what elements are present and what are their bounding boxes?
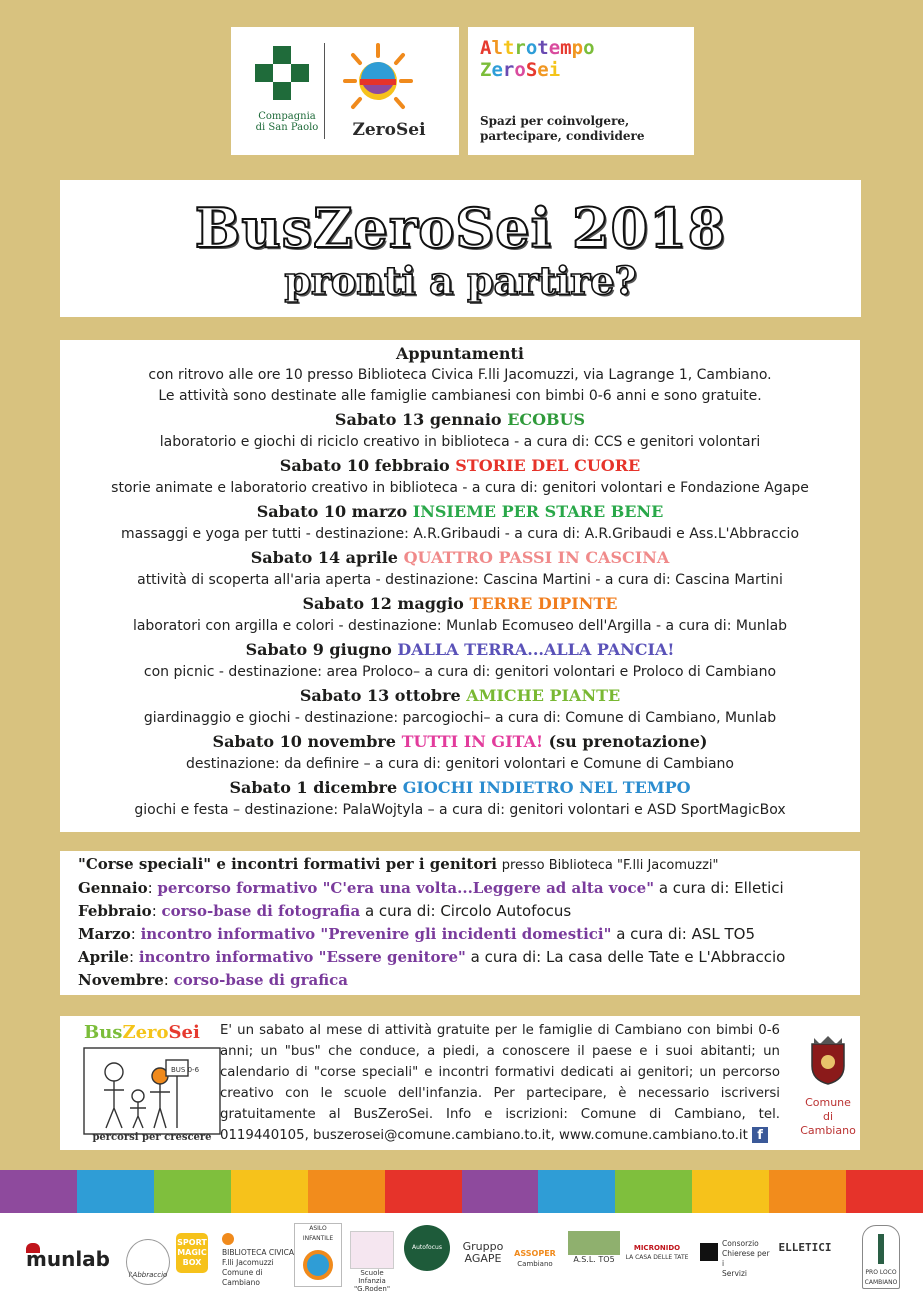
appointments-heading: Appuntamenti [395,344,525,363]
family-drawing-icon [82,1046,222,1136]
events-list [60,407,860,821]
asilo-logo [294,1223,342,1287]
event-date: Sabato 9 giugno [245,640,392,659]
asl-label: A.S.L. TO5 [573,1255,615,1264]
zerosei-letter-5: e [537,59,549,81]
event-title [60,637,860,662]
course-title: corso-base di grafica [173,971,349,989]
altrotempo-letter-0: A [480,37,492,59]
event-description: laboratorio e giochi di riciclo creativo in biblioteca - a cura di: CCS e genitori volontari [159,434,761,450]
casa-tate-logo [622,1243,692,1263]
zerosei-letter-4: S [525,59,538,81]
color-stripe [692,1170,769,1213]
sportmagicbox-logo [176,1233,208,1273]
zerosei-letter-2: r [502,59,515,81]
info-text: E' un sabato al mese di attività gratuite per le famiglie di Cambiano con bimbi 0-6 anni; un "bus" che conduce, a piedi, a conoscere il paese e i suoi abitanti; un calendario di "corse speciali" e incontri formativi dedicati ai genitori; un percorso creativo con le scuole dell'infanzia. Per partecipare, è necessario iscriversi gratuitamente al BusZeroSei. Info e iscrizioni: Comune di Cambiano, tel. 0119440105, buszerosei@comune.cambiano.to.it, www.comune.cambiano.to.it [220,1023,780,1143]
munlab-label: munlab [26,1246,110,1271]
course-item: Febbraio: corso-base di fotografia a cura di: Circolo Autofocus [78,902,572,920]
color-stripe [231,1170,308,1213]
page-subtitle: pronti a partire? [284,258,637,303]
event-name: ECOBUS [507,410,586,429]
course-title: incontro informativo "Prevenire gli incidenti domestici" [140,925,612,943]
comune-crest-icon [808,1034,848,1086]
page-title: BusZeroSei 2018 [194,196,727,260]
course-organizer: a cura di: ASL TO5 [616,925,755,943]
event-date: Sabato 13 gennaio [334,410,502,429]
event-name: DALLA TERRA...ALLA PANCIA! [397,640,675,659]
event-title [60,407,860,432]
color-stripe [308,1170,385,1213]
buszerosei-caption: percorsi per crescere [92,1132,212,1143]
zerosei-letter-1: e [491,59,503,81]
courses-heading-line [78,853,842,877]
assoper-logo [512,1237,558,1269]
appointments-intro-1: con ritrovo alle ore 10 presso Biblioteca Civica F.lli Jacomuzzi, via Lagrange 1, Cambiano. [148,367,772,383]
altrotempo-letter-9: o [583,37,595,59]
course-item: Novembre: corso-base di grafica [78,971,349,989]
facebook-icon[interactable]: f [752,1127,768,1143]
scuole-label: Scuole Infanzia "G.Roden" [353,1269,391,1293]
consorzio-label: Consorzio Chierese per i Servizi [722,1239,770,1278]
comune-line-2: di [822,1110,834,1123]
event-name: AMICHE PIANTE [466,686,621,705]
color-stripe [769,1170,846,1213]
color-stripe [462,1170,539,1213]
autofocus-label: Autofocus [412,1244,442,1251]
event-description: laboratori con argilla e colori - destinazione: Munlab Ecomuseo dell'Argilla - a cura di: Munlab [132,618,788,634]
bus-sign-label: BUS 0-6 [171,1066,200,1074]
proloco-line-2: CAMBIANO [864,1279,898,1286]
zerosei-colored-word [480,59,682,81]
tagline-line-1: Spazi per coinvolgere, [480,114,630,128]
scuole-logo [346,1231,398,1293]
title-banner [60,180,861,317]
courses-panel [60,851,860,995]
altrotempo-letter-7: m [560,37,572,59]
header-logo-altrotempo [468,27,694,155]
altrotempo-letter-6: e [548,37,561,59]
event-date: Sabato 1 dicembre [229,778,398,797]
event-name: QUATTRO PASSI IN CASCINA [403,548,670,567]
courses-heading-tail: presso Biblioteca "F.lli Jacomuzzi" [501,858,719,873]
buszerosei-part-1: Zero [122,1022,169,1043]
event-date: Sabato 14 aprile [250,548,398,567]
biblioteca-logo [222,1233,296,1288]
altrotempo-letter-2: t [502,37,515,59]
tagline-line-2: partecipare, condividere [480,129,645,143]
event-description: storie animate e laboratorio creativo in biblioteca - a cura di: genitori volontari e Fondazione Agape [111,480,809,496]
comune-line-3: Cambiano [800,1124,856,1137]
assoper-line-2: Cambiano [517,1260,553,1268]
event-title [60,545,860,570]
abbraccio-label: l'Abbraccio [128,1271,168,1279]
event-name: INSIEME PER STARE BENE [412,502,664,521]
event-title [60,499,860,524]
course-organizer: a cura di: Circolo Autofocus [364,902,572,920]
course-month: Novembre [78,971,164,989]
event-description: massaggi e yoga per tutti - destinazione: A.R.Gribaudi - a cura di: A.R.Gribaudi e Ass.L'Abbraccio [120,526,800,542]
event-date: Sabato 10 novembre [212,732,396,751]
course-organizer: a cura di: La casa delle Tate e L'Abbraccio [470,948,786,966]
course-title: percorso formativo "C'era una volta...Leggere ad alta voce" [157,879,655,897]
event-name: TUTTI IN GITA! [401,732,544,751]
header-logos-left [231,27,459,155]
compagnia-san-paolo-logo [255,46,309,100]
consorzio-logo [700,1239,770,1279]
zerosei-letter-0: Z [480,59,492,81]
event-description: giardinaggio e giochi - destinazione: parcogiochi– a cura di: Comune di Cambiano, Munlab [143,710,777,726]
tate-line-1: MICRONIDO [633,1244,681,1252]
color-stripe [846,1170,923,1213]
event-date: Sabato 12 maggio [302,594,464,613]
appointments-intro-2: Le attività sono destinate alle famiglie cambianesi con bimbi 0-6 anni e sono gratuite. [158,388,762,404]
autofocus-logo [404,1225,450,1271]
zerosei-wordmark: ZeroSei [352,120,426,140]
proloco-line-1: PRO LOCO [865,1269,897,1276]
agape-line-1: Gruppo [462,1240,504,1253]
color-stripes [0,1170,923,1213]
course-item: Gennaio: percorso formativo "C'era una volta...Leggere ad alta voce" a cura di: Elletici [78,879,784,897]
event-date: Sabato 13 ottobre [299,686,461,705]
comune-label [788,1096,868,1138]
color-stripe [538,1170,615,1213]
event-date: Sabato 10 marzo [256,502,408,521]
buszerosei-part-0: Bus [84,1022,123,1043]
munlab-logo [26,1243,126,1271]
sponsor-bar [0,1213,923,1303]
courses-heading: "Corse speciali" e incontri formativi per i genitori [78,855,497,873]
asilo-label: ASILO INFANTILE [302,1225,334,1242]
event-title [60,453,860,478]
buszerosei-logo-word [84,1022,200,1043]
info-panel [60,1016,860,1150]
agape-logo [460,1241,506,1265]
course-title: corso-base di fotografia [161,902,361,920]
altrotempo-letter-8: p [571,37,584,59]
event-title [60,591,860,616]
course-title: incontro informativo "Essere genitore" [138,948,466,966]
color-stripe [0,1170,77,1213]
biblioteca-label: BIBLIOTECA CIVICA F.lli Jacomuzzi Comune di Cambiano [222,1248,295,1287]
proloco-logo [862,1225,900,1289]
event-title [60,683,860,708]
appointments-panel [60,340,860,832]
event-title [60,775,860,800]
comune-line-1: Comune [805,1096,851,1109]
elletici-label: ELLETICI [778,1241,832,1254]
altrotempo-letter-5: t [537,37,549,59]
altrotempo-letter-4: o [525,37,538,59]
zerosei-letter-6: i [548,59,561,81]
tate-line-2: LA CASA DELLE TATE [625,1254,689,1261]
event-date: Sabato 10 febbraio [279,456,450,475]
compagnia-san-paolo-name: Compagnia di San Paolo [255,111,319,133]
assoper-line-1: ASSOPER [514,1249,556,1258]
altrotempo-letter-3: r [514,37,526,59]
elletici-logo [778,1243,832,1253]
course-month: Marzo [78,925,131,943]
event-name: STORIE DEL CUORE [455,456,641,475]
course-item: Aprile: incontro informativo "Essere genitore" a cura di: La casa delle Tate e L'Abbraccio [78,948,786,966]
course-month: Febbraio [78,902,152,920]
event-description: con picnic - destinazione: area Proloco– a cura di: genitori volontari e Proloco di Cambiano [143,664,777,680]
course-organizer: a cura di: Elletici [658,879,784,897]
course-month: Aprile [78,948,129,966]
zerosei-letter-3: o [514,59,526,81]
event-name: TERRE DIPINTE [469,594,618,613]
color-stripe [385,1170,462,1213]
abbraccio-logo [126,1239,170,1285]
event-name: GIOCHI INDIETRO NEL TEMPO [402,778,691,797]
event-extra: (su prenotazione) [548,732,708,751]
color-stripe [154,1170,231,1213]
color-stripe [77,1170,154,1213]
agape-line-2: AGAPE [464,1252,502,1265]
info-description [220,1020,780,1146]
color-stripe [615,1170,692,1213]
altrotempo-letter-1: l [491,37,503,59]
altrotempo-word [480,37,682,59]
divider [324,43,325,139]
event-description: giochi e festa – destinazione: PalaWojtyla – a cura di: genitori volontari e ASD SportMagicBox [134,802,786,818]
altrotempo-tagline [480,114,645,144]
courses-list [78,877,842,992]
event-title [60,729,860,754]
course-month: Gennaio [78,879,148,897]
asl-logo [566,1231,622,1265]
buszerosei-part-2: Sei [168,1022,200,1043]
event-description: attività di scoperta all'aria aperta - destinazione: Cascina Martini - a cura di: Cascina Martini [137,572,783,588]
sportmagicbox-label: SPORT MAGIC BOX [177,1238,207,1267]
zerosei-sun-logo [343,43,413,123]
course-item: Marzo: incontro informativo "Prevenire gli incidenti domestici" a cura di: ASL TO5 [78,925,755,943]
event-description: destinazione: da definire – a cura di: genitori volontari e Comune di Cambiano [186,756,734,772]
